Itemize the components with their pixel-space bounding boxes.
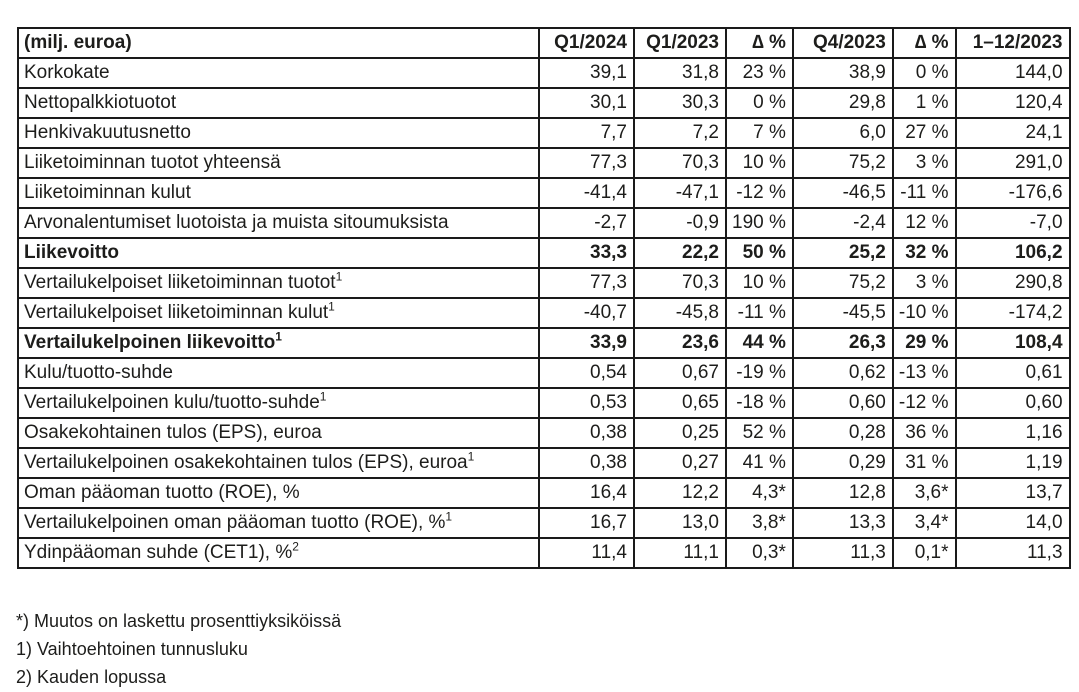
value-cell-delta-yoy: 190 % bbox=[726, 208, 793, 238]
table-row bbox=[18, 298, 1070, 328]
value-cell-full-year-2023: 291,0 bbox=[956, 148, 1070, 178]
row-label bbox=[18, 358, 539, 388]
table-row bbox=[18, 208, 1070, 238]
value-cell-q4-2023: 26,3 bbox=[793, 328, 893, 358]
value-cell-q1-2023: 23,6 bbox=[634, 328, 726, 358]
table-row bbox=[18, 118, 1070, 148]
value-cell-q1-2023: 70,3 bbox=[634, 148, 726, 178]
column-header-full-year-2023: 1–12/2023 bbox=[956, 28, 1070, 58]
value-cell-full-year-2023: 14,0 bbox=[956, 508, 1070, 538]
value-cell-full-year-2023: 13,7 bbox=[956, 478, 1070, 508]
value-cell-full-year-2023: 144,0 bbox=[956, 58, 1070, 88]
value-cell-delta-yoy: 23 % bbox=[726, 58, 793, 88]
value-cell-q1-2024: 33,9 bbox=[539, 328, 634, 358]
row-label bbox=[18, 178, 539, 208]
value-cell-full-year-2023: 0,61 bbox=[956, 358, 1070, 388]
row-label-text: Osakekohtainen tulos (EPS), euroa bbox=[24, 422, 322, 443]
row-label bbox=[18, 238, 539, 268]
table-row bbox=[18, 388, 1070, 418]
value-cell-q1-2024: 77,3 bbox=[539, 148, 634, 178]
row-label-text: Henkivakuutusnetto bbox=[24, 122, 191, 143]
table-row bbox=[18, 268, 1070, 298]
row-label-text: Liiketoiminnan kulut bbox=[24, 182, 191, 203]
value-cell-full-year-2023: 1,16 bbox=[956, 418, 1070, 448]
value-cell-delta-qoq: 27 % bbox=[893, 118, 956, 148]
value-cell-q1-2024: 30,1 bbox=[539, 88, 634, 118]
value-cell-q1-2023: 11,1 bbox=[634, 538, 726, 568]
row-label-text: Vertailukelpoinen osakekohtainen tulos (EPS), euroa bbox=[24, 452, 468, 473]
row-label-text: Liikevoitto bbox=[24, 242, 120, 263]
value-cell-q1-2024: 0,38 bbox=[539, 418, 634, 448]
footnote-marker: 2 bbox=[292, 539, 299, 554]
value-cell-q1-2023: -47,1 bbox=[634, 178, 726, 208]
row-label bbox=[18, 388, 539, 418]
table-header bbox=[18, 28, 1070, 58]
value-cell-delta-yoy: 41 % bbox=[726, 448, 793, 478]
column-header-q1-2024: Q1/2024 bbox=[539, 28, 634, 58]
value-cell-delta-yoy: 0 % bbox=[726, 88, 793, 118]
column-header-delta-yoy: ∆ % bbox=[726, 28, 793, 58]
value-cell-full-year-2023: -176,6 bbox=[956, 178, 1070, 208]
value-cell-q1-2024: 77,3 bbox=[539, 268, 634, 298]
value-cell-q1-2023: 22,2 bbox=[634, 238, 726, 268]
value-cell-q4-2023: 6,0 bbox=[793, 118, 893, 148]
row-label bbox=[18, 88, 539, 118]
row-label bbox=[18, 268, 539, 298]
value-cell-delta-qoq: -13 % bbox=[893, 358, 956, 388]
value-cell-delta-qoq: 3 % bbox=[893, 268, 956, 298]
value-cell-q4-2023: 29,8 bbox=[793, 88, 893, 118]
value-cell-delta-yoy: -18 % bbox=[726, 388, 793, 418]
row-label bbox=[18, 538, 539, 568]
value-cell-full-year-2023: -7,0 bbox=[956, 208, 1070, 238]
value-cell-full-year-2023: 1,19 bbox=[956, 448, 1070, 478]
row-label bbox=[18, 118, 539, 148]
footnote-marker: 1 bbox=[335, 269, 343, 284]
row-label-text: Vertailukelpoinen oman pääoman tuotto (ROE), % bbox=[24, 512, 446, 533]
value-cell-delta-yoy: 52 % bbox=[726, 418, 793, 448]
value-cell-q1-2023: 31,8 bbox=[634, 58, 726, 88]
row-label bbox=[18, 328, 539, 358]
table-row bbox=[18, 88, 1070, 118]
row-label-text: Korkokate bbox=[24, 62, 110, 83]
table-row bbox=[18, 58, 1070, 88]
row-label-text: Oman pääoman tuotto (ROE), % bbox=[24, 482, 300, 503]
table-row bbox=[18, 358, 1070, 388]
value-cell-q4-2023: 12,8 bbox=[793, 478, 893, 508]
row-label bbox=[18, 298, 539, 328]
value-cell-q1-2023: 13,0 bbox=[634, 508, 726, 538]
column-header-unit: (milj. euroa) bbox=[18, 28, 539, 58]
value-cell-full-year-2023: 290,8 bbox=[956, 268, 1070, 298]
footnote-marker: 1 bbox=[467, 449, 475, 464]
footnote-marker: 1 bbox=[275, 329, 282, 344]
footnote-marker: 1 bbox=[328, 299, 335, 314]
value-cell-delta-qoq: -11 % bbox=[893, 178, 956, 208]
row-label bbox=[18, 418, 539, 448]
value-cell-q4-2023: 0,29 bbox=[793, 448, 893, 478]
value-cell-q1-2023: 7,2 bbox=[634, 118, 726, 148]
column-header-delta-qoq: ∆ % bbox=[893, 28, 956, 58]
row-label bbox=[18, 508, 539, 538]
column-header-q4-2023: Q4/2023 bbox=[793, 28, 893, 58]
value-cell-delta-qoq: 32 % bbox=[893, 238, 956, 268]
value-cell-q4-2023: 25,2 bbox=[793, 238, 893, 268]
table-row bbox=[18, 238, 1070, 268]
column-header-q1-2023: Q1/2023 bbox=[634, 28, 726, 58]
value-cell-q1-2023: 12,2 bbox=[634, 478, 726, 508]
row-label bbox=[18, 58, 539, 88]
value-cell-q4-2023: 0,28 bbox=[793, 418, 893, 448]
value-cell-delta-yoy: 0,3* bbox=[726, 538, 793, 568]
value-cell-q4-2023: -2,4 bbox=[793, 208, 893, 238]
value-cell-q1-2024: 39,1 bbox=[539, 58, 634, 88]
value-cell-q1-2023: -45,8 bbox=[634, 298, 726, 328]
value-cell-full-year-2023: 120,4 bbox=[956, 88, 1070, 118]
value-cell-full-year-2023: 11,3 bbox=[956, 538, 1070, 568]
value-cell-q1-2024: 16,4 bbox=[539, 478, 634, 508]
value-cell-delta-yoy: -12 % bbox=[726, 178, 793, 208]
value-cell-q4-2023: -45,5 bbox=[793, 298, 893, 328]
results-table bbox=[17, 27, 1071, 569]
value-cell-q1-2024: 7,7 bbox=[539, 118, 634, 148]
table-row bbox=[18, 538, 1070, 568]
value-cell-q1-2023: -0,9 bbox=[634, 208, 726, 238]
row-label bbox=[18, 448, 539, 478]
value-cell-delta-qoq: 12 % bbox=[893, 208, 956, 238]
value-cell-q1-2023: 70,3 bbox=[634, 268, 726, 298]
row-label-text: Kulu/tuotto-suhde bbox=[24, 362, 173, 383]
row-label-text: Vertailukelpoinen kulu/tuotto-suhde bbox=[24, 392, 320, 413]
value-cell-full-year-2023: -174,2 bbox=[956, 298, 1070, 328]
value-cell-q4-2023: 0,62 bbox=[793, 358, 893, 388]
row-label-text: Vertailukelpoiset liiketoiminnan tuotot bbox=[24, 272, 336, 293]
table-row bbox=[18, 148, 1070, 178]
value-cell-delta-qoq: 1 % bbox=[893, 88, 956, 118]
value-cell-full-year-2023: 24,1 bbox=[956, 118, 1070, 148]
row-label bbox=[18, 148, 539, 178]
value-cell-full-year-2023: 108,4 bbox=[956, 328, 1070, 358]
value-cell-delta-qoq: 3,4* bbox=[893, 508, 956, 538]
row-label-text: Vertailukelpoiset liiketoiminnan kulut bbox=[24, 302, 329, 323]
value-cell-q1-2023: 0,25 bbox=[634, 418, 726, 448]
value-cell-full-year-2023: 106,2 bbox=[956, 238, 1070, 268]
value-cell-delta-qoq: -12 % bbox=[893, 388, 956, 418]
value-cell-delta-yoy: 50 % bbox=[726, 238, 793, 268]
value-cell-full-year-2023: 0,60 bbox=[956, 388, 1070, 418]
value-cell-delta-qoq: 29 % bbox=[893, 328, 956, 358]
table-row bbox=[18, 508, 1070, 538]
table-body bbox=[18, 58, 1070, 568]
table-row bbox=[18, 178, 1070, 208]
footnote-1: 1) Vaihtoehtoinen tunnusluku bbox=[16, 639, 248, 659]
value-cell-delta-yoy: 44 % bbox=[726, 328, 793, 358]
value-cell-delta-qoq: 0 % bbox=[893, 58, 956, 88]
value-cell-q1-2023: 30,3 bbox=[634, 88, 726, 118]
value-cell-q4-2023: 11,3 bbox=[793, 538, 893, 568]
value-cell-q1-2024: -2,7 bbox=[539, 208, 634, 238]
value-cell-q1-2024: -41,4 bbox=[539, 178, 634, 208]
value-cell-q4-2023: -46,5 bbox=[793, 178, 893, 208]
value-cell-q4-2023: 0,60 bbox=[793, 388, 893, 418]
value-cell-delta-yoy: 10 % bbox=[726, 148, 793, 178]
value-cell-delta-qoq: 31 % bbox=[893, 448, 956, 478]
row-label bbox=[18, 208, 539, 238]
value-cell-q1-2023: 0,65 bbox=[634, 388, 726, 418]
footnote-marker: 1 bbox=[445, 509, 453, 524]
footnotes bbox=[16, 607, 341, 691]
value-cell-q4-2023: 75,2 bbox=[793, 268, 893, 298]
value-cell-q1-2024: 0,53 bbox=[539, 388, 634, 418]
value-cell-q4-2023: 75,2 bbox=[793, 148, 893, 178]
footnote-2: 2) Kauden lopussa bbox=[16, 667, 167, 687]
row-label bbox=[18, 478, 539, 508]
value-cell-q1-2023: 0,67 bbox=[634, 358, 726, 388]
value-cell-q1-2024: 16,7 bbox=[539, 508, 634, 538]
value-cell-delta-yoy: 3,8* bbox=[726, 508, 793, 538]
value-cell-delta-yoy: 10 % bbox=[726, 268, 793, 298]
value-cell-delta-yoy: 7 % bbox=[726, 118, 793, 148]
value-cell-q1-2024: 33,3 bbox=[539, 238, 634, 268]
table-row bbox=[18, 478, 1070, 508]
value-cell-q1-2024: -40,7 bbox=[539, 298, 634, 328]
value-cell-q1-2024: 11,4 bbox=[539, 538, 634, 568]
value-cell-delta-yoy: -11 % bbox=[726, 298, 793, 328]
table-row bbox=[18, 328, 1070, 358]
value-cell-delta-qoq: 36 % bbox=[893, 418, 956, 448]
footnote-asterisk: *) Muutos on laskettu prosenttiyksiköissä bbox=[16, 611, 342, 631]
value-cell-q1-2024: 0,54 bbox=[539, 358, 634, 388]
value-cell-delta-qoq: 0,1* bbox=[893, 538, 956, 568]
value-cell-delta-yoy: -19 % bbox=[726, 358, 793, 388]
footnote-marker: 1 bbox=[319, 389, 327, 404]
value-cell-delta-yoy: 4,3* bbox=[726, 478, 793, 508]
header-row bbox=[18, 28, 1070, 58]
value-cell-q4-2023: 38,9 bbox=[793, 58, 893, 88]
table-row bbox=[18, 448, 1070, 478]
table-row bbox=[18, 418, 1070, 448]
value-cell-delta-qoq: 3,6* bbox=[893, 478, 956, 508]
value-cell-delta-qoq: -10 % bbox=[893, 298, 956, 328]
value-cell-q4-2023: 13,3 bbox=[793, 508, 893, 538]
value-cell-q1-2023: 0,27 bbox=[634, 448, 726, 478]
row-label-text: Vertailukelpoinen liikevoitto bbox=[24, 332, 276, 353]
row-label-text: Nettopalkkiotuotot bbox=[24, 92, 177, 113]
value-cell-q1-2024: 0,38 bbox=[539, 448, 634, 478]
row-label-text: Ydinpääoman suhde (CET1), % bbox=[24, 542, 293, 563]
row-label-text: Liiketoiminnan tuotot yhteensä bbox=[24, 152, 281, 173]
row-label-text: Arvonalentumiset luotoista ja muista sitoumuksista bbox=[24, 212, 449, 233]
value-cell-delta-qoq: 3 % bbox=[893, 148, 956, 178]
